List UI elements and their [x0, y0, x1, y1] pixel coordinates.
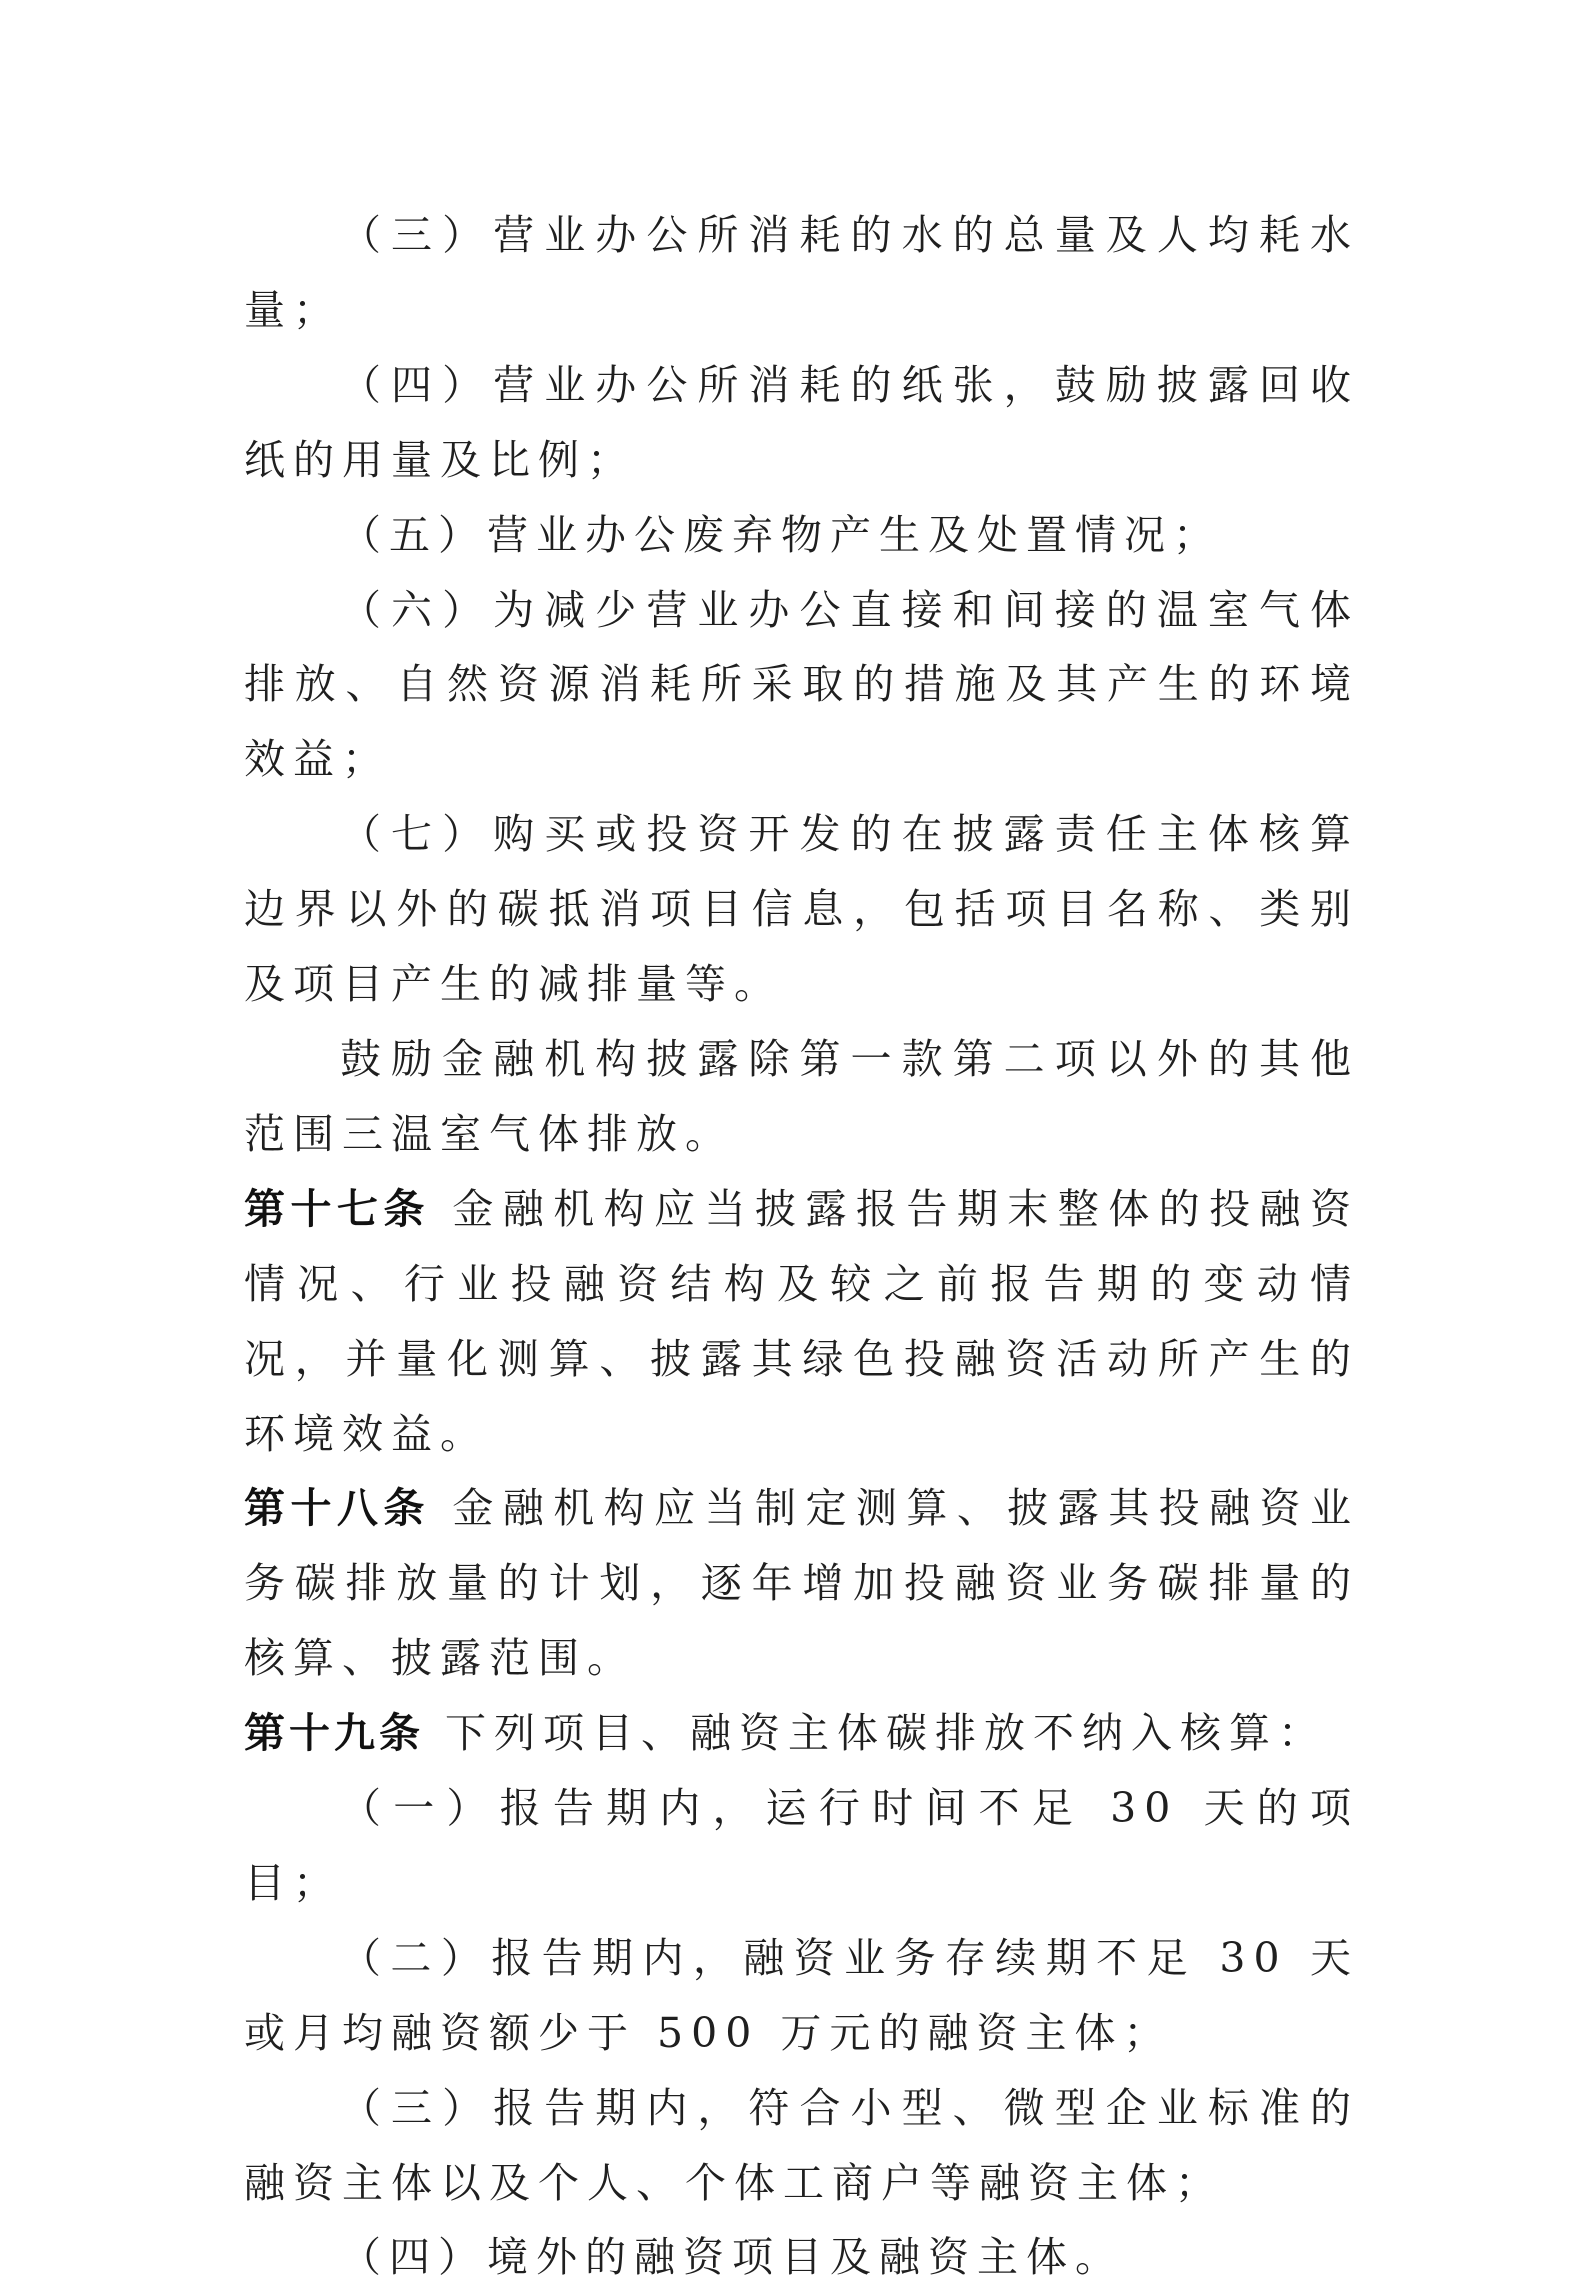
article-number: 第十八条 [244, 1484, 430, 1533]
article-number: 第十七条 [244, 1184, 430, 1233]
article-number: 第十九条 [244, 1709, 424, 1758]
document-body [244, 198, 1359, 2295]
article-17 [244, 1172, 1359, 1472]
item-paragraph: （三）营业办公所消耗的水的总量及人均耗水量； [244, 211, 1359, 334]
article19-item: （三）报告期内，符合小型、微型企业标准的融资主体以及个人、个体工商户等融资主体； [244, 2083, 1359, 2207]
article19-item: （一）报告期内，运行时间不足 30 天的项目； [244, 1784, 1359, 1907]
encouragement-paragraph: 鼓励金融机构披露除第一款第二项以外的其他范围三温室气体排放。 [244, 1034, 1359, 1158]
article19-item: （二）报告期内，融资业务存续期不足 30 天或月均融资额少于 500 万元的融资主体； [244, 1933, 1359, 2057]
article19-item: （四）境外的融资项目及融资主体。 [340, 2233, 1124, 2282]
item-paragraph: （五）营业办公废弃物产生及处置情况； [340, 510, 1222, 559]
item-paragraph: （七）购买或投资开发的在披露责任主体核算边界以外的碳抵消项目信息，包括项目名称、类别及项目产生的减排量等。 [244, 810, 1359, 1009]
article-text: 下列项目、融资主体碳排放不纳入核算： [445, 1709, 1328, 1758]
article-text: 金融机构应当披露报告期末整体的投融资情况、行业投融资结构及较之前报告期的变动情况，并量化测算、披露其绿色投融资活动所产生的环境效益。 [244, 1184, 1360, 1458]
article-18 [244, 1471, 1359, 1696]
item-paragraph: （六）为减少营业办公直接和间接的温室气体排放、自然资源消耗所采取的措施及其产生的环境效益； [244, 585, 1359, 784]
article-text: 金融机构应当制定测算、披露其投融资业务碳排放量的计划，逐年增加投融资业务碳排量的核算、披露范围。 [244, 1484, 1360, 1683]
article-19 [244, 1696, 1359, 1771]
item-paragraph: （四）营业办公所消耗的纸张，鼓励披露回收纸的用量及比例； [244, 360, 1359, 484]
